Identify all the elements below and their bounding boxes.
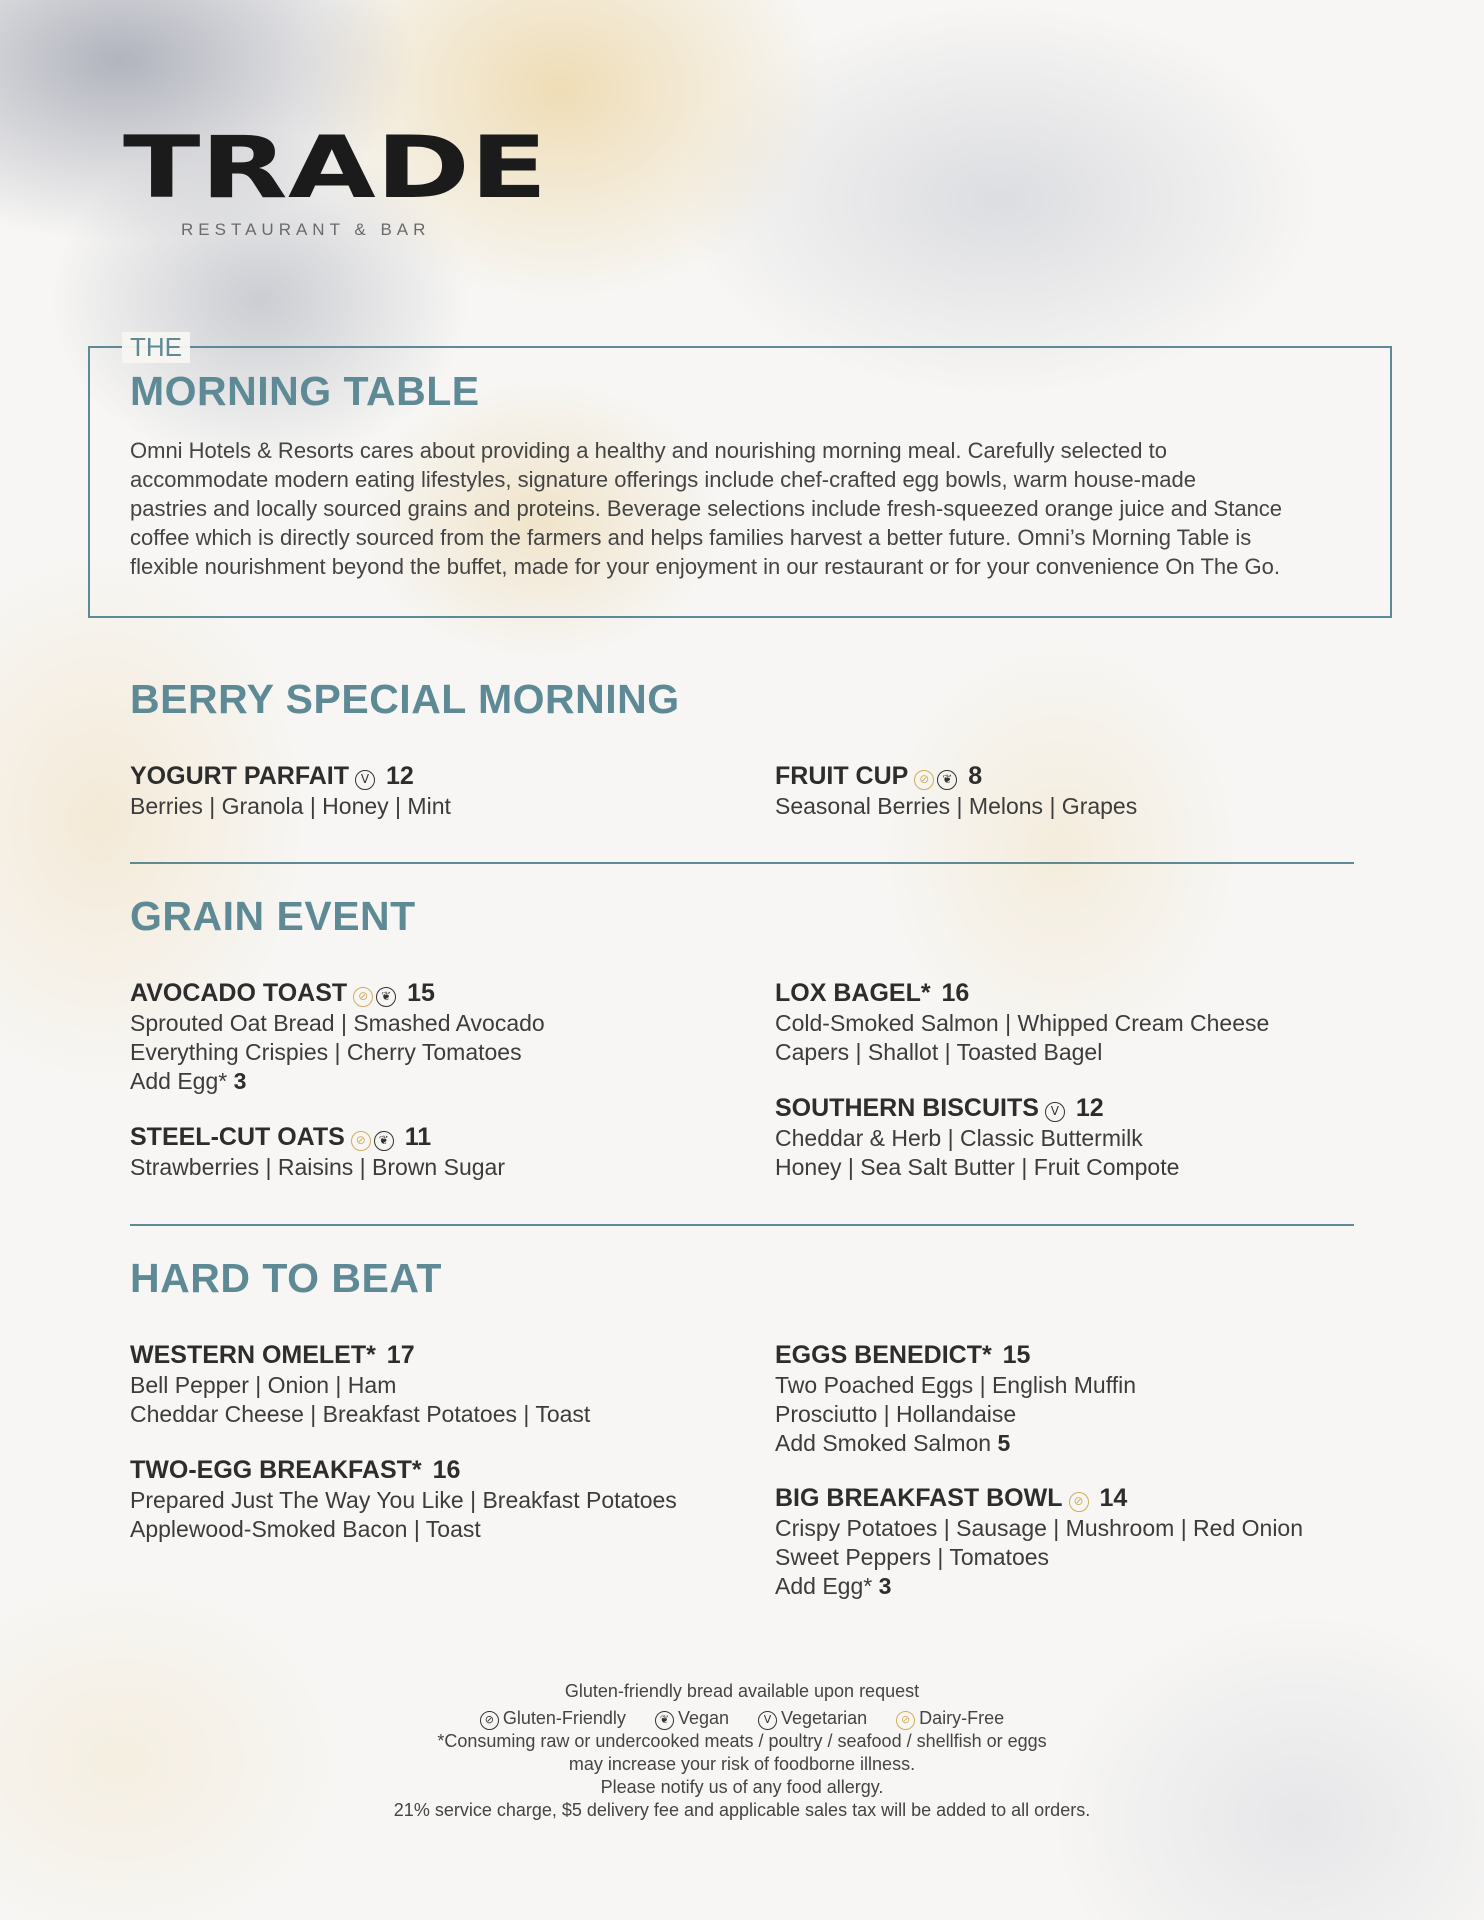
item-price: 14	[1099, 1484, 1128, 1512]
dairy-free-icon: ⊘	[914, 770, 934, 790]
item-price: 15	[407, 979, 435, 1007]
item-description: Honey | Sea Salt Butter | Fruit Compote	[775, 1154, 1180, 1180]
item-heading	[775, 1482, 1375, 1514]
item-addon: Add Egg* 3	[775, 1573, 892, 1599]
footer-note: Gluten-friendly bread available upon request	[564, 1681, 920, 1701]
item-price: 16	[941, 979, 970, 1007]
menu-item-steel-cut-oats	[130, 1121, 730, 1182]
item-heading	[775, 977, 1375, 1009]
footer	[0, 1680, 1484, 1822]
wheat-crossed-icon: ⊘	[480, 1711, 499, 1730]
item-name: EGGS BENEDICT*	[775, 1341, 992, 1369]
intro-line: accommodate modern eating lifestyles, signature offerings include chef-crafted egg bowls, warm house-made	[130, 467, 1196, 492]
item-description: Prosciutto | Hollandaise	[775, 1401, 1017, 1427]
item-description: Everything Crispies | Cherry Tomatoes	[130, 1039, 522, 1065]
item-heading	[775, 1092, 1375, 1124]
item-description: Capers | Shallot | Toasted Bagel	[775, 1039, 1103, 1065]
dairy-free-icon: ⊘	[1069, 1492, 1089, 1512]
intro-line: Omni Hotels & Resorts cares about providing a healthy and nourishing morning meal. Carefully selected to	[130, 438, 1167, 463]
legend-vegan: ❦ Vegan	[655, 1707, 729, 1730]
item-price: 11	[404, 1123, 432, 1151]
item-name: SOUTHERN BISCUITS	[775, 1094, 1039, 1122]
item-heading	[130, 760, 730, 792]
intro-title: MORNING TABLE	[130, 368, 480, 414]
addon-price: 3	[233, 1068, 247, 1094]
item-heading	[130, 1121, 730, 1153]
menu-item-fruit-cup	[775, 760, 1375, 821]
item-description: Applewood-Smoked Bacon | Toast	[130, 1516, 481, 1542]
intro-line: flexible nourishment beyond the buffet, made for your enjoyment in our restaurant or for your convenience On The Go.	[130, 554, 1280, 579]
footer-disclaimer: *Consuming raw or undercooked meats / poultry / seafood / shellfish or eggs	[437, 1731, 1047, 1751]
legend-dairy-free: ⊘ Dairy-Free	[896, 1707, 1004, 1730]
brand-name: TRADE	[123, 118, 548, 218]
dairy-free-icon: ⊘	[351, 1131, 371, 1151]
section-title-grain: GRAIN EVENT	[130, 893, 416, 939]
item-description: Two Poached Eggs | English Muffin	[775, 1372, 1136, 1398]
item-price: 8	[968, 762, 983, 790]
legend-vegetarian: V Vegetarian	[758, 1707, 867, 1730]
item-name: WESTERN OMELET*	[130, 1341, 376, 1369]
legend-gluten-friendly: ⊘ Gluten-Friendly	[480, 1707, 626, 1730]
section-divider	[130, 1224, 1354, 1226]
item-price: 16	[432, 1456, 461, 1484]
menu-item-western-omelet	[130, 1339, 730, 1429]
item-description: Berries | Granola | Honey | Mint	[130, 793, 451, 819]
dairy-free-icon: ⊘	[353, 987, 373, 1007]
addon-price: 3	[878, 1573, 892, 1599]
item-description: Sprouted Oat Bread | Smashed Avocado	[130, 1010, 545, 1036]
menu-item-southern-biscuits	[775, 1092, 1375, 1182]
intro-kicker: THE	[122, 332, 190, 363]
vegetarian-icon: V	[355, 770, 375, 790]
item-name: FRUIT CUP	[775, 762, 909, 790]
brand-logo	[123, 118, 548, 240]
item-description: Prepared Just The Way You Like | Breakfast Potatoes	[130, 1487, 677, 1513]
dairy-free-icon: ⊘	[896, 1711, 915, 1730]
item-price: 12	[385, 762, 414, 790]
menu-item-two-egg-breakfast	[130, 1454, 730, 1544]
item-name: STEEL-CUT OATS	[130, 1123, 345, 1151]
item-description: Cold-Smoked Salmon | Whipped Cream Cheese	[775, 1010, 1270, 1036]
leaf-icon: ❦	[376, 987, 396, 1007]
item-heading	[775, 1339, 1375, 1371]
brand-tagline: RESTAURANT & BAR	[181, 220, 431, 239]
item-description: Cheddar Cheese | Breakfast Potatoes | Toast	[130, 1401, 591, 1427]
menu-item-avocado-toast	[130, 977, 730, 1096]
item-addon: Add Egg* 3	[130, 1068, 247, 1094]
section-title-hard-to-beat: HARD TO BEAT	[130, 1255, 442, 1301]
intro-line: coffee which is directly sourced from the farmers and helps families harvest a better future. Omni’s Morning Table is	[130, 525, 1252, 550]
item-description: Bell Pepper | Onion | Ham	[130, 1372, 397, 1398]
item-price: 17	[386, 1341, 415, 1369]
item-heading	[130, 977, 730, 1009]
item-description: Strawberries | Raisins | Brown Sugar	[130, 1154, 505, 1180]
menu-item-eggs-benedict	[775, 1339, 1375, 1458]
item-name: BIG BREAKFAST BOWL	[775, 1484, 1063, 1512]
footer-disclaimer: Please notify us of any food allergy.	[600, 1777, 884, 1797]
intro-line: pastries and locally sourced grains and proteins. Beverage selections include fresh-squeezed orange juice and Stance	[130, 496, 1283, 521]
item-name: YOGURT PARFAIT	[130, 762, 349, 790]
leaf-icon: ❦	[937, 770, 957, 790]
item-heading	[775, 760, 1375, 792]
item-addon: Add Smoked Salmon 5	[775, 1430, 1011, 1456]
item-description: Crispy Potatoes | Sausage | Mushroom | Red Onion	[775, 1515, 1304, 1541]
item-name: TWO-EGG BREAKFAST*	[130, 1456, 422, 1484]
menu-item-big-breakfast-bowl	[775, 1482, 1375, 1601]
item-price: 15	[1002, 1341, 1031, 1369]
dietary-legend	[0, 1707, 1484, 1730]
leaf-icon: ❦	[374, 1131, 394, 1151]
item-name: AVOCADO TOAST	[130, 979, 348, 1007]
leaf-icon: ❦	[655, 1711, 674, 1730]
section-title-berry: BERRY SPECIAL MORNING	[130, 676, 680, 722]
footer-disclaimer: may increase your risk of foodborne illness.	[568, 1754, 916, 1774]
item-description: Seasonal Berries | Melons | Grapes	[775, 793, 1138, 819]
addon-price: 5	[997, 1430, 1011, 1456]
menu-item-yogurt-parfait	[130, 760, 730, 821]
menu-item-lox-bagel	[775, 977, 1375, 1067]
section-divider	[130, 862, 1354, 864]
intro-text	[130, 436, 1360, 581]
v-icon: V	[758, 1711, 777, 1730]
footer-service-charge: 21% service charge, $5 delivery fee and applicable sales tax will be added to all orders.	[393, 1800, 1091, 1820]
item-description: Cheddar & Herb | Classic Buttermilk	[775, 1125, 1143, 1151]
item-description: Sweet Peppers | Tomatoes	[775, 1544, 1050, 1570]
item-price: 12	[1075, 1094, 1104, 1122]
vegetarian-icon: V	[1045, 1102, 1065, 1122]
item-name: LOX BAGEL*	[775, 979, 931, 1007]
item-heading	[130, 1454, 730, 1486]
item-heading	[130, 1339, 730, 1371]
